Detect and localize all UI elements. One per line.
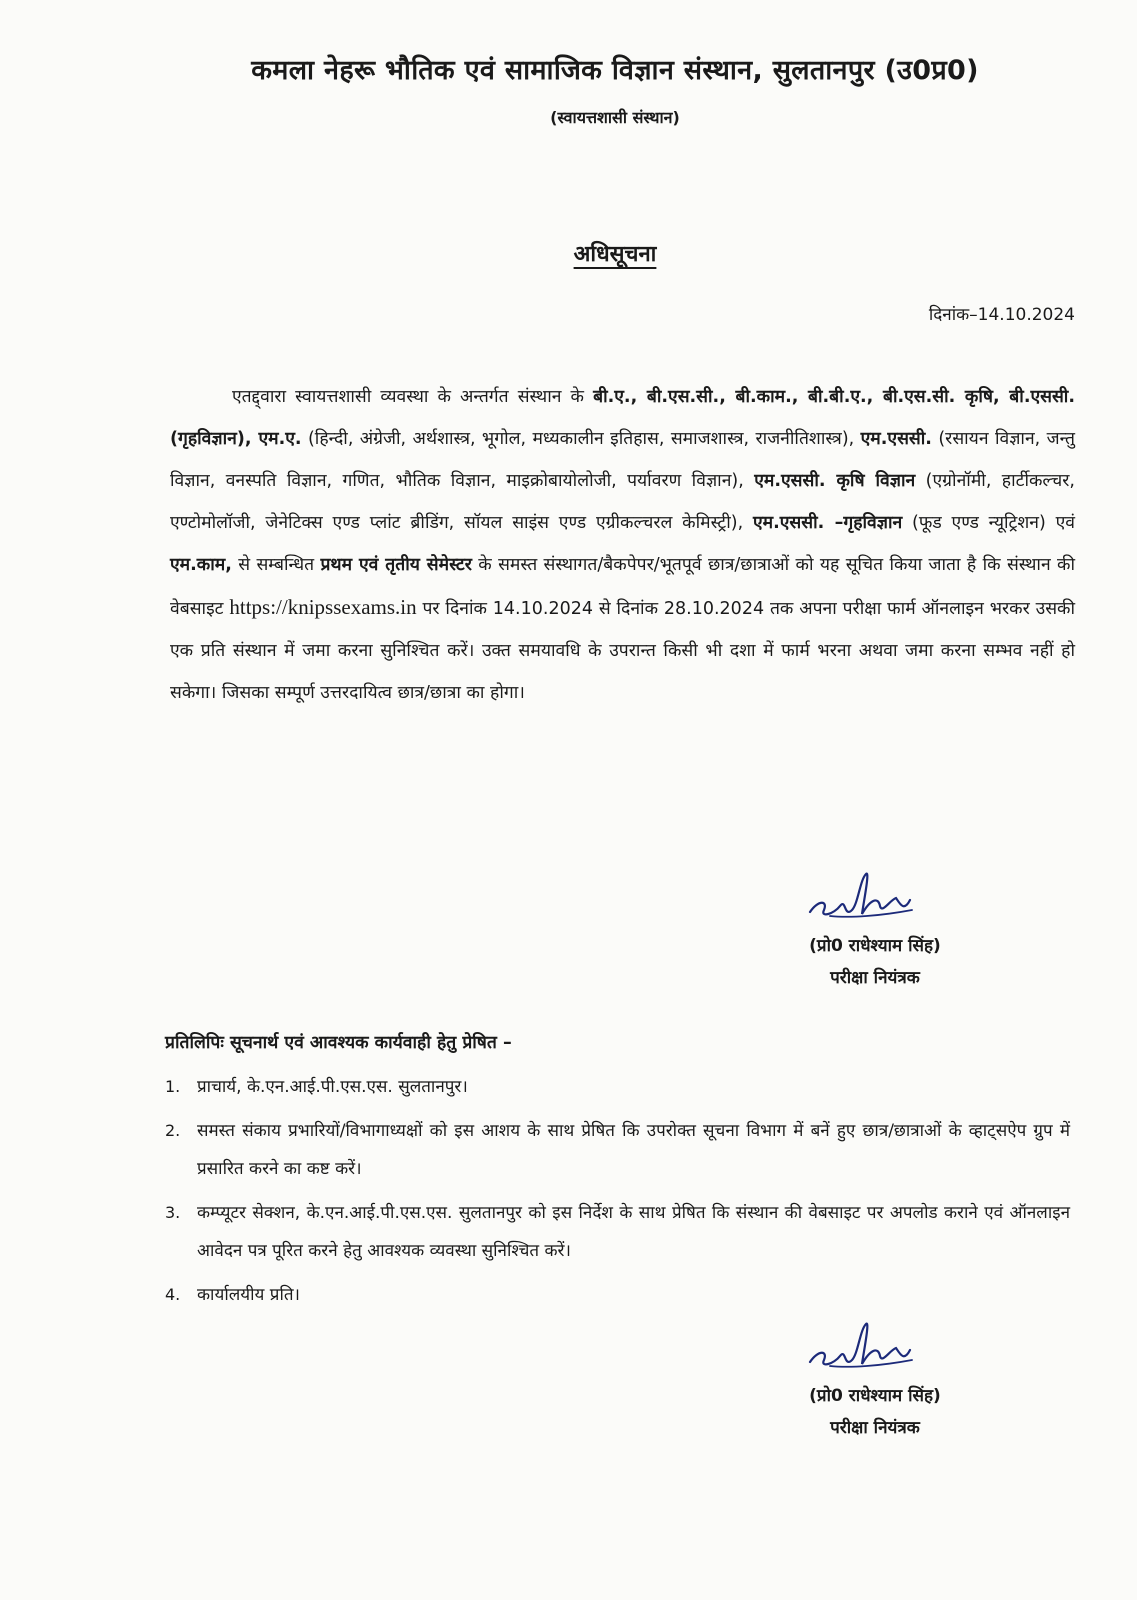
list-item-number: 3. — [165, 1203, 181, 1222]
body-text-5: (फूड एण्ड न्यूट्रिशन) एवं — [902, 513, 1075, 533]
copy-list — [165, 1068, 1070, 1320]
notice-title: अधिसूचना — [573, 242, 657, 267]
signature-block-1 — [770, 870, 980, 994]
body-text-2: (हिन्दी, अंग्रेजी, अर्थशास्त्र, भूगोल, मध्यकालीन इतिहास, समाजशास्त्र, राजनीतिशास्त्र), — [301, 429, 861, 449]
body-bold-mcom: एम.काम, — [170, 555, 232, 575]
list-item — [165, 1276, 1070, 1314]
website-url[interactable]: https://knipssexams.in — [229, 595, 417, 619]
list-item-text: प्राचार्य, के.एन.आई.पी.एस.एस. सुलतानपुर। — [197, 1077, 468, 1097]
body-text-4: (एग्रोनॉमी, हार्टीकल्चर, एण्टोमोलॉजी, जेनेटिक्स एण्ड प्लांट ब्रीडिंग, सॉयल साइंस एण्ड एग्रीकल्चरल केमिस्ट्री), — [170, 471, 1075, 533]
institute-name: कमला नेहरू भौतिक एवं सामाजिक विज्ञान संस्थान, सुलतानपुर (उ0प्र0) — [251, 55, 979, 86]
list-item-text: कम्प्यूटर सेक्शन, के.एन.आई.पी.एस.एस. सुलतानपुर को इस निर्देश के साथ प्रेषित कि संस्थान की वेबसाइट पर अपलोड कराने एवं ऑनलाइन आवेदन पत्र पूरित करने हेतु आवश्यक व्यवस्था सुनिश्चित करें। — [197, 1203, 1070, 1261]
signatory-designation: परीक्षा नियंत्रक — [830, 968, 920, 988]
body-text-3: (रसायन विज्ञान, जन्तु विज्ञान, वनस्पति विज्ञान, गणित, भौतिक विज्ञान, माइक्रोबायोलोजी, पर्यावरण विज्ञान), — [170, 429, 1075, 491]
institute-subtitle: (स्वायत्तशासी संस्थान) — [550, 108, 680, 127]
signature-image — [770, 870, 980, 930]
list-item-number: 2. — [165, 1121, 181, 1140]
list-item-text: कार्यालयीय प्रति। — [197, 1285, 300, 1305]
list-item — [165, 1112, 1070, 1188]
notice-body — [170, 376, 1075, 714]
signatory-name: (प्रो0 राधेश्याम सिंह) — [809, 1386, 941, 1406]
list-item — [165, 1068, 1070, 1106]
signature-block-2 — [770, 1320, 980, 1444]
list-item-number: 1. — [165, 1077, 181, 1096]
signatory-designation: परीक्षा नियंत्रक — [830, 1418, 920, 1438]
copy-heading: प्रतिलिपिः सूचनार्थ एवं आवश्यक कार्यवाही हेतु प्रेषित – — [165, 1033, 512, 1053]
signature-image — [770, 1320, 980, 1380]
body-bold-semester: प्रथम एवं तृतीय सेमेस्टर — [320, 555, 472, 575]
list-item — [165, 1194, 1070, 1270]
body-text-6: से सम्बन्धित — [231, 555, 321, 575]
notice-date: दिनांक–14.10.2024 — [928, 305, 1075, 325]
body-bold-msc-agri: एम.एससी. कृषि विज्ञान — [754, 471, 916, 491]
body-bold-courses: बी.ए., बी.एस.सी., बी.काम., बी.बी.ए., बी.एस.सी. कृषि, बी.एससी. (गृहविज्ञान), एम.ए. — [170, 387, 1075, 449]
list-item-text: समस्त संकाय प्रभारियों/विभागाध्यक्षों को इस आशय के साथ प्रेषित कि उपरोक्त सूचना विभाग में बनें हुए छात्र/छात्राओं के व्हाट्सऐप ग्रुप में प्रसारित करने का कष्ट करें। — [197, 1121, 1070, 1179]
body-text-7: के समस्त संस्थागत/बैकपेपर/भूतपूर्व छात्र/छात्राओं को यह सूचित किया जाता है कि संस्थान की वेबसाइट — [170, 555, 1075, 619]
list-item-number: 4. — [165, 1285, 181, 1304]
body-bold-msc-home: एम.एससी. –गृहविज्ञान — [752, 513, 903, 533]
body-bold-msc: एम.एससी. — [860, 429, 932, 449]
body-text-8: पर दिनांक 14.10.2024 से दिनांक 28.10.2024 तक अपना परीक्षा फार्म ऑनलाइन भरकर उसकी एक प्रति संस्थान में जमा करना सुनिश्चित करें। उक्त समयावधि के उपरान्त किसी भी दशा में फार्म भरना अथवा जमा करना सम्भव नहीं हो सकेगा। जिसका सम्पूर्ण उत्तरदायित्व छात्र/छात्रा का होगा। — [170, 599, 1075, 703]
signatory-name: (प्रो0 राधेश्याम सिंह) — [809, 936, 941, 956]
body-text-1: एतद्द्वारा स्वायत्तशासी व्यवस्था के अन्तर्गत संस्थान के — [232, 387, 594, 407]
